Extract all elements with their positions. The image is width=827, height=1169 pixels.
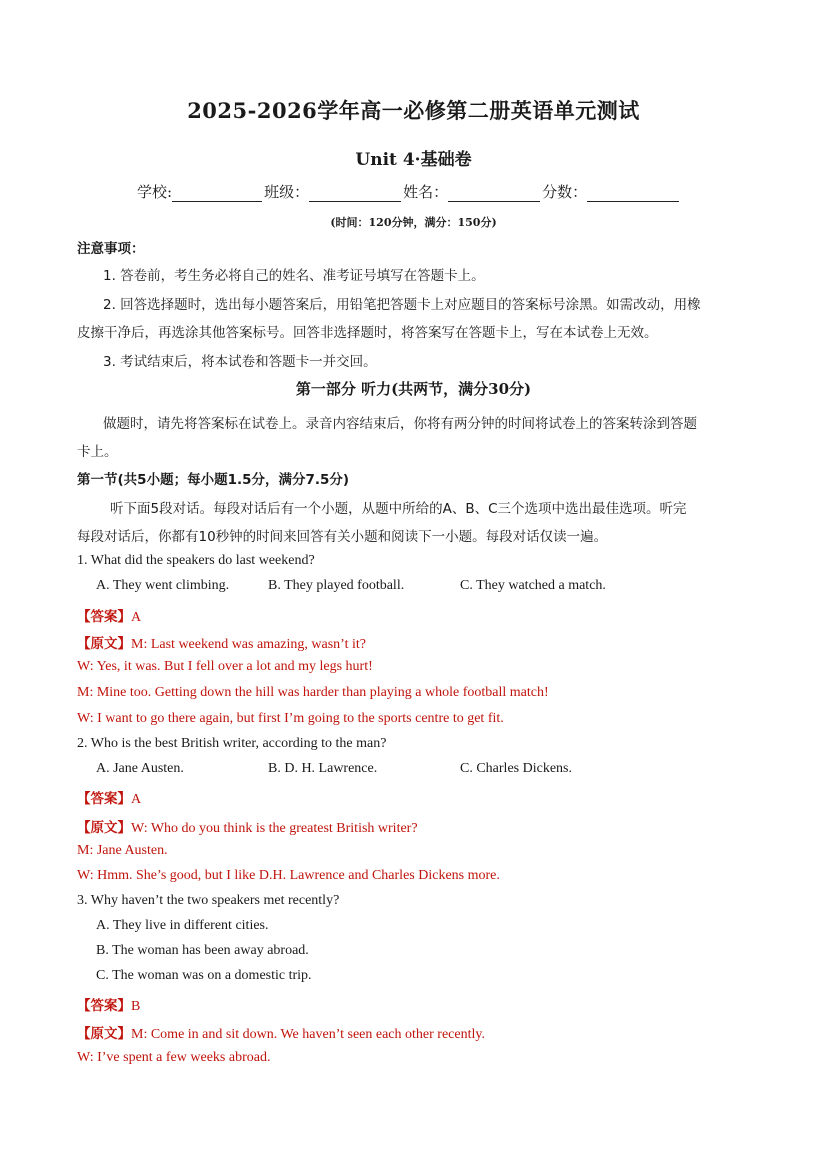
- class-blank: [309, 183, 401, 202]
- class-label: 班级：: [264, 183, 310, 201]
- transcript-label: 【原文】: [77, 636, 131, 652]
- part1-intro-cont: 卡上。: [77, 444, 118, 460]
- part1-intro: 做题时，请先将答案标在试卷上。录音内容结束后，你将有两分钟的时间将试卷上的答案转涂到答题: [103, 416, 697, 432]
- score-label: 分数：: [542, 183, 588, 201]
- note-item-2-cont: 皮擦干净后，再选涂其他答案标号。回答非选择题时，将答案写在答题卡上，写在本试卷上无效。: [77, 325, 658, 341]
- q3-transcript-line-1: M: Come in and sit down. We haven’t seen each other recently.: [131, 1027, 485, 1042]
- q3-option-b: B. The woman has been away abroad.: [96, 943, 309, 958]
- note-item-2: 2. 回答选择题时，选出每小题答案后，用铅笔把答题卡上对应题目的答案标号涂黑。如需改动，用橡: [103, 297, 701, 313]
- school-label: 学校:: [137, 183, 173, 201]
- q1-question: 1. What did the speakers do last weekend?: [77, 553, 315, 568]
- q2-transcript-line-3: W: Hmm. She’s good, but I like D.H. Lawrence and Charles Dickens more.: [77, 868, 500, 883]
- time-score-note: (时间：120分钟，满分：150分): [330, 216, 497, 229]
- q1-transcript-line-1: M: Last weekend was amazing, wasn’t it?: [131, 637, 366, 652]
- q1-transcript: [77, 632, 366, 653]
- note-item-3: 3. 考试结束后，将本试卷和答题卡一并交回。: [103, 354, 377, 370]
- q2-question: 2. Who is the best British writer, according to the man?: [77, 736, 387, 751]
- exam-title: 2025-2026学年高一必修第二册英语单元测试: [187, 98, 640, 123]
- q1-transcript-line-3: M: Mine too. Getting down the hill was harder than playing a whole football match!: [77, 685, 549, 700]
- q2-answer: [77, 787, 141, 808]
- q1-option-c: C. They watched a match.: [460, 578, 606, 593]
- transcript-label: 【原文】: [77, 820, 131, 836]
- answer-label: 【答案】: [77, 609, 131, 625]
- answer-label: 【答案】: [77, 998, 131, 1014]
- name-label: 姓名：: [403, 183, 449, 201]
- q3-option-c: C. The woman was on a domestic trip.: [96, 968, 312, 983]
- q2-option-b: B. D. H. Lawrence.: [268, 761, 378, 776]
- notes-heading: 注意事项：: [77, 241, 145, 257]
- q1-transcript-line-2: W: Yes, it was. But I fell over a lot and my legs hurt!: [77, 659, 373, 674]
- q1-option-a: A. They went climbing.: [96, 578, 230, 593]
- section1-intro: 听下面5段对话。每段对话后有一个小题，从题中所给的A、B、C三个选项中选出最佳选项。听完: [110, 501, 687, 517]
- answer-label: 【答案】: [77, 791, 131, 807]
- q2-answer-value: A: [131, 792, 142, 807]
- student-info-row: [137, 181, 681, 202]
- exam-subtitle: Unit 4·基础卷: [355, 150, 472, 170]
- section1-title: 第一节(共5小题；每小题1.5分，满分7.5分): [77, 472, 350, 488]
- q2-transcript: [77, 816, 418, 837]
- q2-transcript-line-1: W: Who do you think is the greatest British writer?: [131, 821, 418, 836]
- q1-answer-value: A: [131, 610, 142, 625]
- transcript-label: 【原文】: [77, 1026, 131, 1042]
- q1-option-b: B. They played football.: [268, 578, 405, 593]
- q3-question: 3. Why haven’t the two speakers met recently?: [77, 893, 340, 908]
- school-blank: [172, 183, 262, 202]
- q3-transcript: [77, 1022, 485, 1043]
- name-blank: [448, 183, 540, 202]
- q3-answer: [77, 994, 140, 1015]
- q3-transcript-line-2: W: I’ve spent a few weeks abroad.: [77, 1050, 271, 1065]
- q3-answer-value: B: [131, 999, 141, 1014]
- q1-transcript-line-4: W: I want to go there again, but first I’m going to the sports centre to get fit.: [77, 711, 504, 726]
- q2-option-c: C. Charles Dickens.: [460, 761, 572, 776]
- q3-option-a: A. They live in different cities.: [96, 918, 269, 933]
- q2-transcript-line-2: M: Jane Austen.: [77, 843, 168, 858]
- section1-intro-cont: 每段对话后，你都有10秒钟的时间来回答有关小题和阅读下一小题。每段对话仅读一遍。: [77, 529, 608, 545]
- note-item-1: 1. 答卷前，考生务必将自己的姓名、准考证号填写在答题卡上。: [103, 268, 485, 284]
- q1-answer: [77, 605, 141, 626]
- part1-title: 第一部分 听力(共两节，满分30分): [295, 380, 532, 398]
- q2-option-a: A. Jane Austen.: [96, 761, 184, 776]
- score-blank: [587, 183, 679, 202]
